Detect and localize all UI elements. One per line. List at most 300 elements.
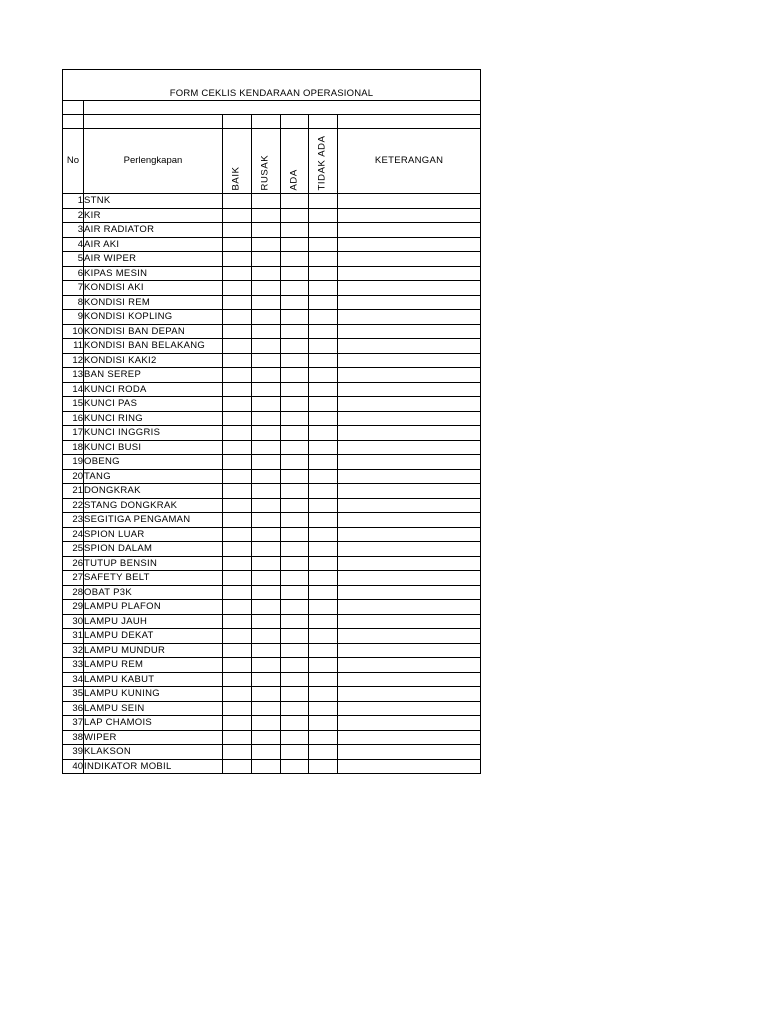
tidak-ada-cell[interactable] bbox=[309, 701, 338, 716]
table-row bbox=[63, 484, 481, 499]
row-number: 16 bbox=[63, 411, 84, 426]
keterangan-cell[interactable] bbox=[338, 643, 481, 658]
baik-cell[interactable] bbox=[223, 701, 252, 716]
baik-cell[interactable] bbox=[223, 513, 252, 528]
tidak-ada-cell[interactable] bbox=[309, 513, 338, 528]
header-tidak-ada bbox=[309, 129, 338, 194]
tidak-ada-cell[interactable] bbox=[309, 324, 338, 339]
baik-cell[interactable] bbox=[223, 745, 252, 760]
keterangan-cell[interactable] bbox=[338, 382, 481, 397]
row-item-name: SAFETY BELT bbox=[84, 571, 223, 586]
header-rusak-label: RUSAK bbox=[259, 154, 271, 190]
rusak-cell[interactable] bbox=[252, 382, 281, 397]
tidak-ada-cell[interactable] bbox=[309, 716, 338, 731]
baik-cell[interactable] bbox=[223, 469, 252, 484]
tidak-ada-cell[interactable] bbox=[309, 382, 338, 397]
rusak-cell[interactable] bbox=[252, 600, 281, 615]
row-item-name: LAMPU SEIN bbox=[84, 701, 223, 716]
row-item-name: LAMPU PLAFON bbox=[84, 600, 223, 615]
table-row bbox=[63, 759, 481, 774]
baik-cell[interactable] bbox=[223, 672, 252, 687]
tidak-ada-cell[interactable] bbox=[309, 368, 338, 383]
rusak-cell[interactable] bbox=[252, 556, 281, 571]
baik-cell[interactable] bbox=[223, 571, 252, 586]
row-number: 7 bbox=[63, 281, 84, 296]
row-item-name: LAMPU REM bbox=[84, 658, 223, 673]
ada-cell[interactable] bbox=[281, 426, 309, 441]
baik-cell[interactable] bbox=[223, 397, 252, 412]
row-number: 28 bbox=[63, 585, 84, 600]
tidak-ada-cell[interactable] bbox=[309, 252, 338, 267]
tidak-ada-cell[interactable] bbox=[309, 527, 338, 542]
keterangan-cell[interactable] bbox=[338, 614, 481, 629]
tidak-ada-cell[interactable] bbox=[309, 223, 338, 238]
rusak-cell[interactable] bbox=[252, 368, 281, 383]
ada-cell[interactable] bbox=[281, 440, 309, 455]
ada-cell[interactable] bbox=[281, 513, 309, 528]
table-row bbox=[63, 469, 481, 484]
baik-cell[interactable] bbox=[223, 614, 252, 629]
keterangan-cell[interactable] bbox=[338, 600, 481, 615]
baik-cell[interactable] bbox=[223, 223, 252, 238]
ada-cell[interactable] bbox=[281, 556, 309, 571]
row-number: 35 bbox=[63, 687, 84, 702]
rusak-cell[interactable] bbox=[252, 687, 281, 702]
rusak-cell[interactable] bbox=[252, 513, 281, 528]
ada-cell[interactable] bbox=[281, 469, 309, 484]
rusak-cell[interactable] bbox=[252, 672, 281, 687]
baik-cell[interactable] bbox=[223, 527, 252, 542]
keterangan-cell[interactable] bbox=[338, 223, 481, 238]
ada-cell[interactable] bbox=[281, 643, 309, 658]
keterangan-cell[interactable] bbox=[338, 571, 481, 586]
ada-cell[interactable] bbox=[281, 759, 309, 774]
ada-cell[interactable] bbox=[281, 310, 309, 325]
row-number: 20 bbox=[63, 469, 84, 484]
baik-cell[interactable] bbox=[223, 498, 252, 513]
checklist-table bbox=[62, 69, 481, 774]
rusak-cell[interactable] bbox=[252, 658, 281, 673]
row-number: 6 bbox=[63, 266, 84, 281]
tidak-ada-cell[interactable] bbox=[309, 353, 338, 368]
rusak-cell[interactable] bbox=[252, 614, 281, 629]
rusak-cell[interactable] bbox=[252, 426, 281, 441]
row-item-name: KIPAS MESIN bbox=[84, 266, 223, 281]
ada-cell[interactable] bbox=[281, 382, 309, 397]
rusak-cell[interactable] bbox=[252, 745, 281, 760]
tidak-ada-cell[interactable] bbox=[309, 600, 338, 615]
table-row bbox=[63, 730, 481, 745]
form-title: FORM CEKLIS KENDARAAN OPERASIONAL bbox=[63, 70, 481, 101]
keterangan-cell[interactable] bbox=[338, 469, 481, 484]
keterangan-cell[interactable] bbox=[338, 730, 481, 745]
ada-cell[interactable] bbox=[281, 397, 309, 412]
table-row bbox=[63, 208, 481, 223]
table-row bbox=[63, 397, 481, 412]
keterangan-cell[interactable] bbox=[338, 411, 481, 426]
tidak-ada-cell[interactable] bbox=[309, 411, 338, 426]
baik-cell[interactable] bbox=[223, 411, 252, 426]
row-number: 19 bbox=[63, 455, 84, 470]
row-item-name: KONDISI KOPLING bbox=[84, 310, 223, 325]
row-item-name: TUTUP BENSIN bbox=[84, 556, 223, 571]
rusak-cell[interactable] bbox=[252, 585, 281, 600]
ada-cell[interactable] bbox=[281, 484, 309, 499]
keterangan-cell[interactable] bbox=[338, 266, 481, 281]
keterangan-cell[interactable] bbox=[338, 353, 481, 368]
row-number: 13 bbox=[63, 368, 84, 383]
tidak-ada-cell[interactable] bbox=[309, 455, 338, 470]
ada-cell[interactable] bbox=[281, 672, 309, 687]
ada-cell[interactable] bbox=[281, 252, 309, 267]
table-row bbox=[63, 295, 481, 310]
tidak-ada-cell[interactable] bbox=[309, 266, 338, 281]
tidak-ada-cell[interactable] bbox=[309, 281, 338, 296]
row-number: 33 bbox=[63, 658, 84, 673]
header-ada bbox=[281, 129, 309, 194]
row-item-name: KONDISI KAKI2 bbox=[84, 353, 223, 368]
table-row bbox=[63, 498, 481, 513]
rusak-cell[interactable] bbox=[252, 440, 281, 455]
baik-cell[interactable] bbox=[223, 629, 252, 644]
rusak-cell[interactable] bbox=[252, 643, 281, 658]
tidak-ada-cell[interactable] bbox=[309, 571, 338, 586]
header-rusak bbox=[252, 129, 281, 194]
table-row bbox=[63, 426, 481, 441]
tidak-ada-cell[interactable] bbox=[309, 440, 338, 455]
row-item-name: INDIKATOR MOBIL bbox=[84, 759, 223, 774]
row-item-name: WIPER bbox=[84, 730, 223, 745]
rusak-cell[interactable] bbox=[252, 295, 281, 310]
keterangan-cell[interactable] bbox=[338, 194, 481, 209]
row-number: 26 bbox=[63, 556, 84, 571]
keterangan-cell[interactable] bbox=[338, 672, 481, 687]
rusak-cell[interactable] bbox=[252, 194, 281, 209]
rusak-cell[interactable] bbox=[252, 252, 281, 267]
row-number: 5 bbox=[63, 252, 84, 267]
ada-cell[interactable] bbox=[281, 687, 309, 702]
keterangan-cell[interactable] bbox=[338, 629, 481, 644]
baik-cell[interactable] bbox=[223, 600, 252, 615]
row-number: 3 bbox=[63, 223, 84, 238]
table-row bbox=[63, 513, 481, 528]
rusak-cell[interactable] bbox=[252, 571, 281, 586]
table-row bbox=[63, 629, 481, 644]
tidak-ada-cell[interactable] bbox=[309, 208, 338, 223]
rusak-cell[interactable] bbox=[252, 484, 281, 499]
tidak-ada-cell[interactable] bbox=[309, 542, 338, 557]
tidak-ada-cell[interactable] bbox=[309, 310, 338, 325]
rusak-cell[interactable] bbox=[252, 701, 281, 716]
ada-cell[interactable] bbox=[281, 295, 309, 310]
baik-cell[interactable] bbox=[223, 295, 252, 310]
rusak-cell[interactable] bbox=[252, 397, 281, 412]
row-item-name: KUNCI BUSI bbox=[84, 440, 223, 455]
rusak-cell[interactable] bbox=[252, 324, 281, 339]
baik-cell[interactable] bbox=[223, 208, 252, 223]
tidak-ada-cell[interactable] bbox=[309, 295, 338, 310]
baik-cell[interactable] bbox=[223, 643, 252, 658]
table-row bbox=[63, 600, 481, 615]
baik-cell[interactable] bbox=[223, 324, 252, 339]
keterangan-cell[interactable] bbox=[338, 295, 481, 310]
row-number: 1 bbox=[63, 194, 84, 209]
keterangan-cell[interactable] bbox=[338, 426, 481, 441]
tidak-ada-cell[interactable] bbox=[309, 745, 338, 760]
ada-cell[interactable] bbox=[281, 208, 309, 223]
row-item-name: BAN SEREP bbox=[84, 368, 223, 383]
row-item-name: KONDISI BAN DEPAN bbox=[84, 324, 223, 339]
rusak-cell[interactable] bbox=[252, 730, 281, 745]
rusak-cell[interactable] bbox=[252, 339, 281, 354]
table-row bbox=[63, 339, 481, 354]
tidak-ada-cell[interactable] bbox=[309, 643, 338, 658]
row-number: 9 bbox=[63, 310, 84, 325]
keterangan-cell[interactable] bbox=[338, 556, 481, 571]
rusak-cell[interactable] bbox=[252, 469, 281, 484]
table-row bbox=[63, 324, 481, 339]
rusak-cell[interactable] bbox=[252, 310, 281, 325]
blank-cell bbox=[84, 101, 481, 115]
baik-cell[interactable] bbox=[223, 687, 252, 702]
keterangan-cell[interactable] bbox=[338, 397, 481, 412]
row-number: 32 bbox=[63, 643, 84, 658]
keterangan-cell[interactable] bbox=[338, 339, 481, 354]
baik-cell[interactable] bbox=[223, 556, 252, 571]
keterangan-cell[interactable] bbox=[338, 324, 481, 339]
ada-cell[interactable] bbox=[281, 223, 309, 238]
tidak-ada-cell[interactable] bbox=[309, 614, 338, 629]
table-row bbox=[63, 353, 481, 368]
tidak-ada-cell[interactable] bbox=[309, 237, 338, 252]
tidak-ada-cell[interactable] bbox=[309, 629, 338, 644]
keterangan-cell[interactable] bbox=[338, 542, 481, 557]
row-number: 30 bbox=[63, 614, 84, 629]
table-row bbox=[63, 614, 481, 629]
ada-cell[interactable] bbox=[281, 716, 309, 731]
rusak-cell[interactable] bbox=[252, 223, 281, 238]
rusak-cell[interactable] bbox=[252, 629, 281, 644]
tidak-ada-cell[interactable] bbox=[309, 556, 338, 571]
rusak-cell[interactable] bbox=[252, 353, 281, 368]
keterangan-cell[interactable] bbox=[338, 455, 481, 470]
baik-cell[interactable] bbox=[223, 353, 252, 368]
keterangan-cell[interactable] bbox=[338, 687, 481, 702]
baik-cell[interactable] bbox=[223, 281, 252, 296]
blank-cell bbox=[281, 115, 309, 129]
rusak-cell[interactable] bbox=[252, 411, 281, 426]
ada-cell[interactable] bbox=[281, 324, 309, 339]
baik-cell[interactable] bbox=[223, 455, 252, 470]
baik-cell[interactable] bbox=[223, 237, 252, 252]
tidak-ada-cell[interactable] bbox=[309, 585, 338, 600]
baik-cell[interactable] bbox=[223, 310, 252, 325]
row-item-name: KONDISI REM bbox=[84, 295, 223, 310]
rusak-cell[interactable] bbox=[252, 455, 281, 470]
tidak-ada-cell[interactable] bbox=[309, 339, 338, 354]
title-row bbox=[63, 70, 481, 101]
rusak-cell[interactable] bbox=[252, 759, 281, 774]
row-number: 22 bbox=[63, 498, 84, 513]
row-number: 40 bbox=[63, 759, 84, 774]
rusak-cell[interactable] bbox=[252, 237, 281, 252]
row-item-name: TANG bbox=[84, 469, 223, 484]
baik-cell[interactable] bbox=[223, 440, 252, 455]
tidak-ada-cell[interactable] bbox=[309, 759, 338, 774]
ada-cell[interactable] bbox=[281, 745, 309, 760]
table-row bbox=[63, 281, 481, 296]
row-item-name: OBAT P3K bbox=[84, 585, 223, 600]
row-number: 4 bbox=[63, 237, 84, 252]
baik-cell[interactable] bbox=[223, 759, 252, 774]
ada-cell[interactable] bbox=[281, 498, 309, 513]
keterangan-cell[interactable] bbox=[338, 208, 481, 223]
keterangan-cell[interactable] bbox=[338, 252, 481, 267]
row-item-name: AIR WIPER bbox=[84, 252, 223, 267]
baik-cell[interactable] bbox=[223, 194, 252, 209]
keterangan-cell[interactable] bbox=[338, 237, 481, 252]
keterangan-cell[interactable] bbox=[338, 759, 481, 774]
header-perlengkapan: Perlengkapan bbox=[84, 129, 223, 194]
blank-cell bbox=[63, 101, 84, 115]
baik-cell[interactable] bbox=[223, 730, 252, 745]
tidak-ada-cell[interactable] bbox=[309, 730, 338, 745]
keterangan-cell[interactable] bbox=[338, 440, 481, 455]
row-number: 15 bbox=[63, 397, 84, 412]
table-row bbox=[63, 745, 481, 760]
row-number: 24 bbox=[63, 527, 84, 542]
keterangan-cell[interactable] bbox=[338, 281, 481, 296]
tidak-ada-cell[interactable] bbox=[309, 194, 338, 209]
ada-cell[interactable] bbox=[281, 527, 309, 542]
row-item-name: SPION LUAR bbox=[84, 527, 223, 542]
row-item-name: KUNCI RODA bbox=[84, 382, 223, 397]
baik-cell[interactable] bbox=[223, 252, 252, 267]
keterangan-cell[interactable] bbox=[338, 745, 481, 760]
ada-cell[interactable] bbox=[281, 585, 309, 600]
header-baik bbox=[223, 129, 252, 194]
row-item-name: LAP CHAMOIS bbox=[84, 716, 223, 731]
baik-cell[interactable] bbox=[223, 716, 252, 731]
header-row bbox=[63, 129, 481, 194]
ada-cell[interactable] bbox=[281, 281, 309, 296]
row-item-name: LAMPU DEKAT bbox=[84, 629, 223, 644]
ada-cell[interactable] bbox=[281, 701, 309, 716]
ada-cell[interactable] bbox=[281, 455, 309, 470]
row-item-name: KIR bbox=[84, 208, 223, 223]
rusak-cell[interactable] bbox=[252, 542, 281, 557]
table-row bbox=[63, 716, 481, 731]
rusak-cell[interactable] bbox=[252, 266, 281, 281]
ada-cell[interactable] bbox=[281, 237, 309, 252]
keterangan-cell[interactable] bbox=[338, 701, 481, 716]
rusak-cell[interactable] bbox=[252, 281, 281, 296]
table-row bbox=[63, 556, 481, 571]
ada-cell[interactable] bbox=[281, 353, 309, 368]
baik-cell[interactable] bbox=[223, 658, 252, 673]
ada-cell[interactable] bbox=[281, 614, 309, 629]
keterangan-cell[interactable] bbox=[338, 716, 481, 731]
row-item-name: AIR AKI bbox=[84, 237, 223, 252]
keterangan-cell[interactable] bbox=[338, 513, 481, 528]
ada-cell[interactable] bbox=[281, 658, 309, 673]
baik-cell[interactable] bbox=[223, 368, 252, 383]
ada-cell[interactable] bbox=[281, 194, 309, 209]
tidak-ada-cell[interactable] bbox=[309, 687, 338, 702]
row-item-name: KUNCI INGGRIS bbox=[84, 426, 223, 441]
blank-cell bbox=[223, 115, 252, 129]
keterangan-cell[interactable] bbox=[338, 498, 481, 513]
rusak-cell[interactable] bbox=[252, 208, 281, 223]
table-row bbox=[63, 223, 481, 238]
keterangan-cell[interactable] bbox=[338, 484, 481, 499]
table-row bbox=[63, 237, 481, 252]
rusak-cell[interactable] bbox=[252, 527, 281, 542]
keterangan-cell[interactable] bbox=[338, 527, 481, 542]
ada-cell[interactable] bbox=[281, 629, 309, 644]
baik-cell[interactable] bbox=[223, 484, 252, 499]
row-number: 14 bbox=[63, 382, 84, 397]
table-row bbox=[63, 252, 481, 267]
ada-cell[interactable] bbox=[281, 730, 309, 745]
baik-cell[interactable] bbox=[223, 426, 252, 441]
table-row bbox=[63, 411, 481, 426]
ada-cell[interactable] bbox=[281, 339, 309, 354]
row-item-name: LAMPU KUNING bbox=[84, 687, 223, 702]
table-row bbox=[63, 542, 481, 557]
table-row bbox=[63, 701, 481, 716]
row-number: 8 bbox=[63, 295, 84, 310]
baik-cell[interactable] bbox=[223, 542, 252, 557]
baik-cell[interactable] bbox=[223, 339, 252, 354]
keterangan-cell[interactable] bbox=[338, 368, 481, 383]
row-item-name: LAMPU MUNDUR bbox=[84, 643, 223, 658]
ada-cell[interactable] bbox=[281, 571, 309, 586]
keterangan-cell[interactable] bbox=[338, 310, 481, 325]
baik-cell[interactable] bbox=[223, 585, 252, 600]
ada-cell[interactable] bbox=[281, 542, 309, 557]
tidak-ada-cell[interactable] bbox=[309, 397, 338, 412]
tidak-ada-cell[interactable] bbox=[309, 672, 338, 687]
keterangan-cell[interactable] bbox=[338, 658, 481, 673]
tidak-ada-cell[interactable] bbox=[309, 498, 338, 513]
ada-cell[interactable] bbox=[281, 266, 309, 281]
tidak-ada-cell[interactable] bbox=[309, 484, 338, 499]
row-item-name: STNK bbox=[84, 194, 223, 209]
blank-cell bbox=[309, 115, 338, 129]
row-item-name: KUNCI PAS bbox=[84, 397, 223, 412]
row-number: 17 bbox=[63, 426, 84, 441]
keterangan-cell[interactable] bbox=[338, 585, 481, 600]
row-number: 18 bbox=[63, 440, 84, 455]
rusak-cell[interactable] bbox=[252, 498, 281, 513]
rusak-cell[interactable] bbox=[252, 716, 281, 731]
baik-cell[interactable] bbox=[223, 382, 252, 397]
tidak-ada-cell[interactable] bbox=[309, 658, 338, 673]
tidak-ada-cell[interactable] bbox=[309, 426, 338, 441]
row-number: 23 bbox=[63, 513, 84, 528]
row-number: 27 bbox=[63, 571, 84, 586]
blank-row bbox=[63, 101, 481, 115]
baik-cell[interactable] bbox=[223, 266, 252, 281]
ada-cell[interactable] bbox=[281, 600, 309, 615]
table-row bbox=[63, 687, 481, 702]
ada-cell[interactable] bbox=[281, 411, 309, 426]
tidak-ada-cell[interactable] bbox=[309, 469, 338, 484]
ada-cell[interactable] bbox=[281, 368, 309, 383]
row-item-name: KONDISI AKI bbox=[84, 281, 223, 296]
row-number: 36 bbox=[63, 701, 84, 716]
